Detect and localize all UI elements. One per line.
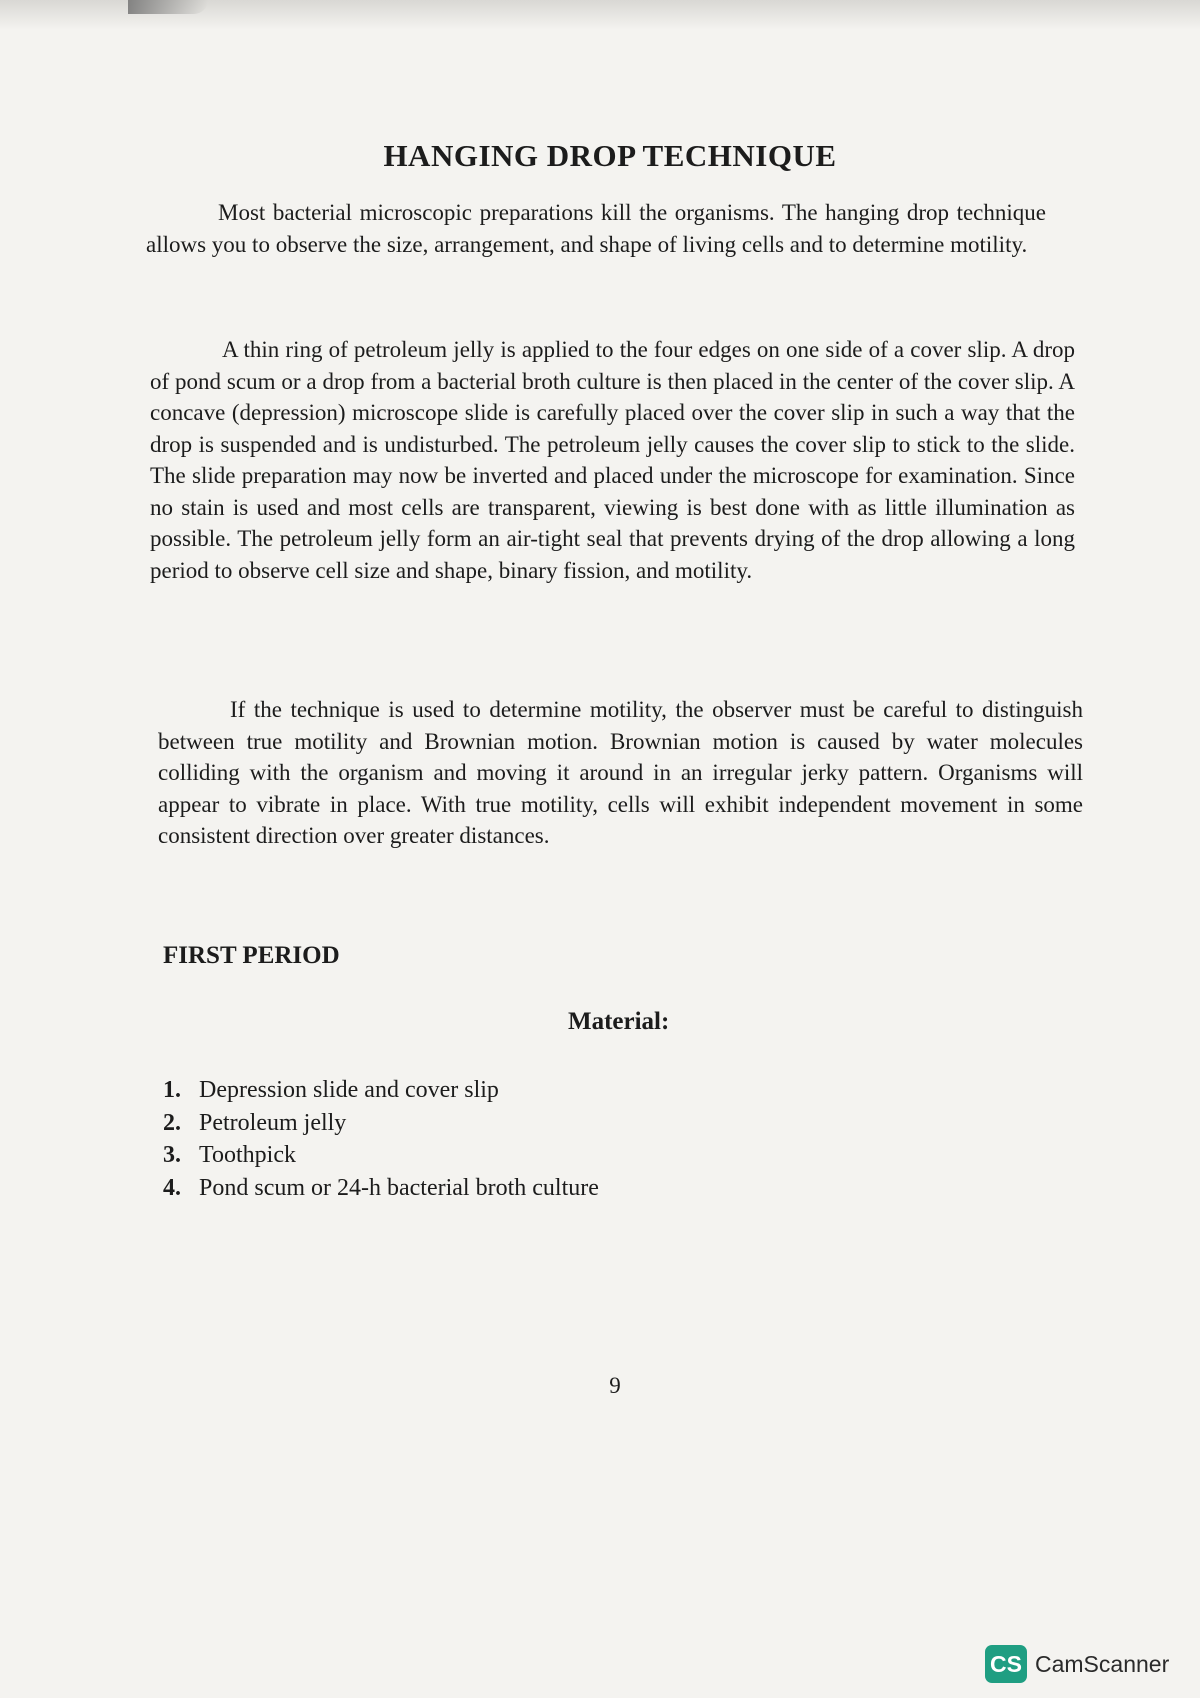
- paragraph-motility: If the technique is used to determine motility, the observer must be careful to distinguish between true motility and Brownian motion. Brownian motion is caused by water molecules colliding with the organism and moving it around in an irregular jerky pattern. Organisms will appear to vibrate in place. With true motility, cells will exhibit independent movement in some consistent direction over greater distances.: [158, 697, 1083, 848]
- scan-edge-mark: [128, 0, 208, 14]
- list-item-number: 3.: [163, 1142, 181, 1168]
- list-item: [163, 1139, 599, 1172]
- list-item-text: Toothpick: [199, 1142, 296, 1168]
- list-item: [163, 1172, 599, 1205]
- list-item-number: 1.: [163, 1077, 181, 1103]
- list-item-text: Depression slide and cover slip: [199, 1077, 499, 1103]
- list-item-text: Petroleum jelly: [199, 1109, 347, 1136]
- material-heading: Material:: [568, 1008, 670, 1035]
- paragraph-procedure: A thin ring of petroleum jelly is applied to the four edges on one side of a cover slip. A drop of pond scum or a drop from a bacterial broth culture is then placed in the center of the cover slip. A concave (depression) microscope slide is carefully placed over the cover slip in such a way that the drop is suspended and is undisturbed. The petroleum jelly causes the cover slip to stick to the slide. The slide preparation may now be inverted and placed under the microscope for examination. Since no stain is used and most cells are transparent, viewing is best done with as little illumination as possible. The petroleum jelly form an air-tight seal that prevents drying of the drop allowing a long period to observe cell size and shape, binary fission, and motility.: [150, 337, 1075, 583]
- section-heading: FIRST PERIOD: [163, 942, 340, 969]
- material-list: [163, 1074, 599, 1204]
- paragraph-intro: Most bacterial microscopic preparations kill the organisms. The hanging drop technique allows you to observe the size, arrangement, and shape of living cells and to determine motility.: [146, 200, 1046, 257]
- camscanner-watermark: [985, 1645, 1169, 1683]
- document-title: HANGING DROP TECHNIQUE: [383, 138, 837, 173]
- list-item: [163, 1074, 599, 1107]
- list-item-text: Pond scum or 24-h bacterial broth culture: [199, 1174, 599, 1201]
- camscanner-logo-icon: CS: [985, 1645, 1027, 1683]
- camscanner-name: CamScanner: [1035, 1650, 1170, 1677]
- list-item-number: 4.: [163, 1174, 181, 1201]
- page-number: 9: [609, 1373, 621, 1398]
- list-item: [163, 1107, 599, 1140]
- list-item-number: 2.: [163, 1109, 181, 1136]
